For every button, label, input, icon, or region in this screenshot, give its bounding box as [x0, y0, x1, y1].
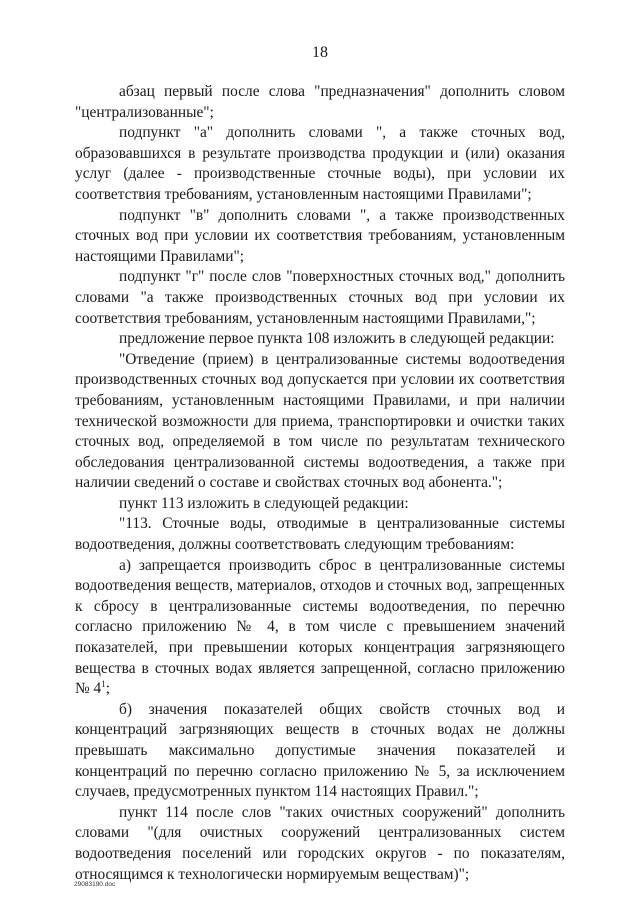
document-body	[75, 82, 565, 885]
superscript: 1	[101, 679, 106, 690]
footer-filename: 29083190.doc	[74, 881, 116, 888]
paragraph: абзац первый после слова "предназначения" дополнить словом "централизованные";	[75, 83, 565, 121]
paragraph: подпункт "а" дополнить словами ", а также сточных вод, образовавшихся в результате производства продукции и (или) оказания услуг (далее - производственные сточные воды), при условии их соответствия требованиям, установленным настоящими Правилами";	[75, 124, 565, 203]
list-item-a-text: а) запрещается производить сброс в централизованные системы водоотведения веществ, материалов, отходов и сточных вод, запрещенных к сбросу в централизованные системы водоотведения, по перечню согласно приложению № 4, в том числе с превышением значений показателей, при превышении которых концентрация загрязняющего вещества в сточных водах является запрещенной, согласно приложению № 4	[75, 556, 565, 698]
paragraph: подпункт "в" дополнить словами ", а также производственных сточных вод при условии их соответствия требованиям, установленным настоящими Правилами";	[75, 206, 565, 265]
paragraph: "113. Сточные воды, отводимые в централизованные системы водоотведения, должны соответствовать следующим требованиям:	[75, 515, 565, 554]
list-item-a-end: ;	[105, 680, 111, 698]
paragraph: пункт 113 изложить в следующей редакции:	[119, 494, 409, 512]
paragraph: подпункт "г" после слов "поверхностных сточных вод," дополнить словами "а также производственных сточных вод при условии их соответствия требованиям, установленным настоящими Правилами,";	[75, 268, 565, 327]
list-item-a	[75, 556, 565, 700]
list-item-b: б) значения показателей общих свойств сточных вод и концентраций загрязняющих веществ в сточных водах не должны превышать максимально допустимые значения показателей и концентраций по перечню согласно приложению № 5, за исключением случаев, предусмотренных пунктом 114 настоящих Правил.";	[75, 700, 565, 801]
paragraph: "Отведение (прием) в централизованные системы водоотведения производственных сточных вод допускается при условии их соответствия требованиям, установленным настоящими Правилами, и при наличии технической возможности для приема, транспортировки и очистки таких сточных вод, определяемой в том числе по результатам технического обследования централизованной системы водоотведения, а также при наличии сведений о составе и свойствах сточных вод абонента.";	[75, 350, 565, 492]
paragraph: предложение первое пункта 108 изложить в следующей редакции:	[119, 330, 555, 348]
paragraph: пункт 114 после слов "таких очистных сооружений" дополнить словами "(для очистных сооружений централизованных систем водоотведения поселений или городских округов - по показателям, относящимся к технологически нормируемым веществам)";	[75, 803, 565, 883]
page-number: 18	[312, 44, 328, 61]
